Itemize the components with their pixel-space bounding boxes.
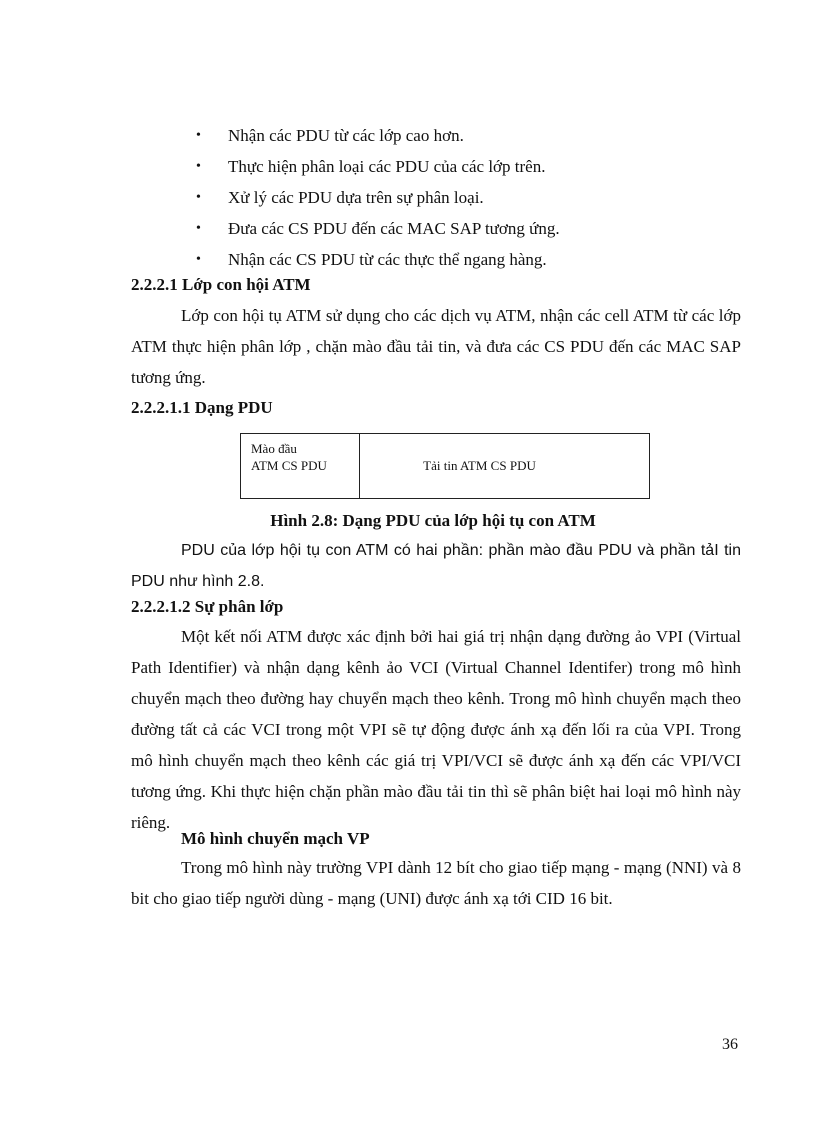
- bullet-icon: •: [196, 252, 201, 267]
- pdu-header-line1: Mào đầu: [251, 441, 297, 456]
- section-heading-atm-sublayer: 2.2.2.1 Lớp con hội ATM: [131, 275, 311, 294]
- bullet-icon: •: [196, 159, 201, 174]
- figure-caption: Hình 2.8: Dạng PDU của lớp hội tụ con ATM: [270, 511, 596, 530]
- section-heading-classification: 2.2.2.1.2 Sự phân lớp: [131, 597, 284, 616]
- section-heading-pdu-format: 2.2.2.1.1 Dạng PDU: [131, 398, 273, 417]
- pdu-payload-cell: [360, 434, 649, 498]
- page-number: 36: [722, 1036, 738, 1053]
- bullet-icon: •: [196, 221, 201, 236]
- paragraph-classification: Một kết nối ATM được xác định bởi hai giá trị nhận dạng đường ảo VPI (Virtual Path Identifier) và nhận dạng kênh ảo VCI (Virtual Channel Identifer) trong mô hình chuyển mạch theo đường hay chuyển mạch theo kênh. Trong mô hình chuyển mạch theo đường tất cả các VCI trong một VPI sẽ tự động được ánh xạ đến lối ra của VPI. Trong mô hình chuyển mạch theo kênh các giá trị VPI/VCI sẽ được ánh xạ đến các VPI/VCI tương ứng. Khi thực hiện chặn phần mào đầu tải tin thì sẽ phân biệt hai loại mô hình này riêng.: [131, 627, 741, 832]
- paragraph-pdu-format: PDU của lớp hội tụ con ATM có hai phần: phần mào đầu PDU và phần tảI tin PDU như hình 2.8.: [131, 542, 741, 590]
- paragraph-atm-sublayer: Lớp con hội tụ ATM sử dụng cho các dịch vụ ATM, nhận các cell ATM từ các lớp ATM thực hiện phân lớp , chặn mào đầu tải tin, và đưa các CS PDU đến các MAC SAP tương ứng.: [131, 306, 741, 387]
- list-item: • Đưa các CS PDU đến các MAC SAP tương ứng.: [190, 213, 560, 244]
- bullet-icon: •: [196, 128, 201, 143]
- bullet-list: [190, 120, 560, 275]
- bullet-icon: •: [196, 190, 201, 205]
- pdu-header-cell: [241, 434, 360, 498]
- paragraph-vp-switching: Trong mô hình này trường VPI dành 12 bít cho giao tiếp mạng - mạng (NNI) và 8 bit cho giao tiếp người dùng - mạng (UNI) được ánh xạ tới CID 16 bit.: [131, 858, 741, 908]
- subheading-vp-switching: Mô hình chuyển mạch VP: [181, 829, 370, 848]
- pdu-header-line2: ATM CS PDU: [251, 458, 327, 473]
- list-item: • Nhận các PDU từ các lớp cao hơn.: [190, 120, 560, 151]
- list-item: • Nhận các CS PDU từ các thực thể ngang hàng.: [190, 244, 560, 275]
- list-item: • Thực hiện phân loại các PDU của các lớp trên.: [190, 151, 560, 182]
- pdu-format-figure: [240, 433, 650, 499]
- pdu-payload-label: Tải tin ATM CS PDU: [423, 458, 536, 473]
- list-item: • Xử lý các PDU dựa trên sự phân loại.: [190, 182, 560, 213]
